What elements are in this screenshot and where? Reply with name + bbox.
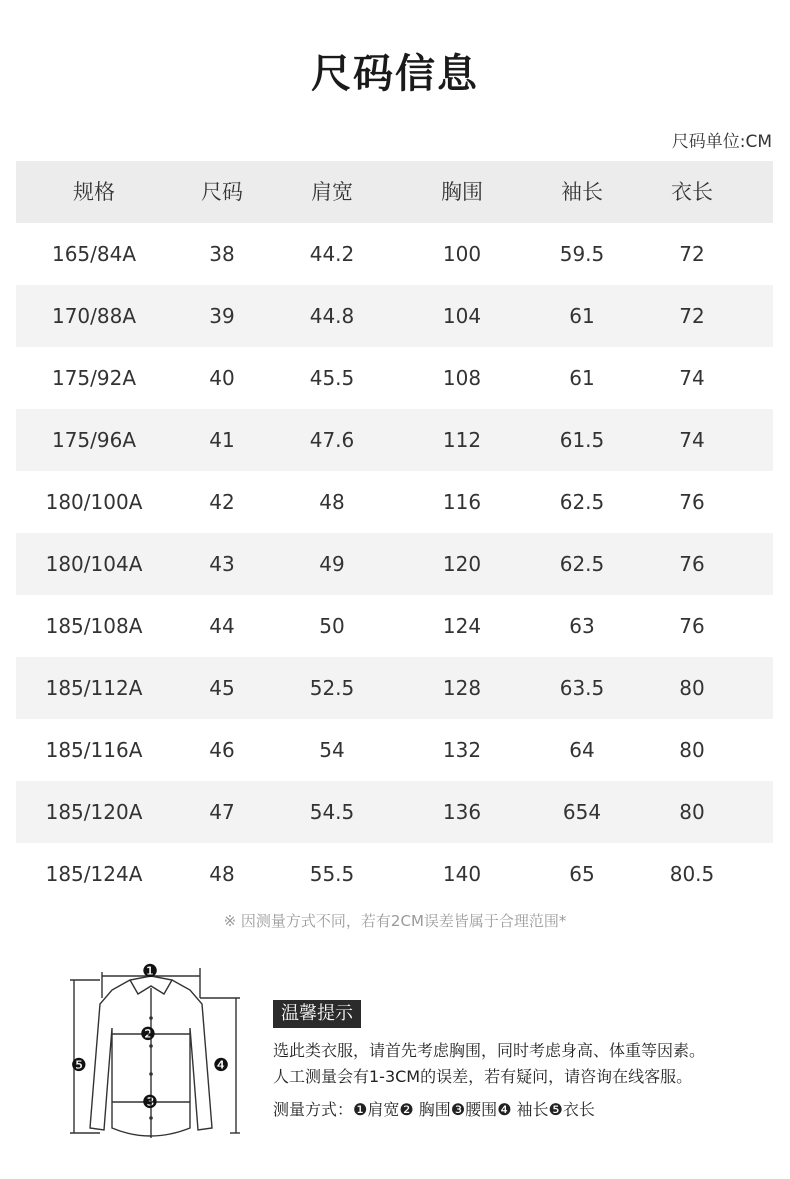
cell-shoulder: 49 xyxy=(319,552,345,576)
cell-spec: 175/92A xyxy=(51,366,137,390)
tips-line-3: 测量方式：❶肩宽❷ 胸围❸腰围❹ 袖长❺衣长 xyxy=(273,1100,595,1119)
cell-sleeve: 61 xyxy=(569,366,595,390)
cell-length: 80 xyxy=(679,676,705,700)
table-row xyxy=(16,533,773,595)
header-chest: 胸围 xyxy=(441,180,483,204)
marker-length: ❺ xyxy=(70,1055,88,1076)
cell-size: 45 xyxy=(209,676,235,700)
table-row xyxy=(16,347,773,409)
table-row xyxy=(16,843,773,905)
table-row xyxy=(16,471,773,533)
cell-size: 43 xyxy=(209,552,235,576)
marker-waist: ❸ xyxy=(141,1092,159,1113)
cell-length: 80 xyxy=(679,738,705,762)
header-size: 尺码 xyxy=(201,180,243,204)
table-row xyxy=(16,719,773,781)
cell-spec: 180/104A xyxy=(45,552,143,576)
header-spec: 规格 xyxy=(73,180,115,204)
cell-chest: 120 xyxy=(442,552,482,576)
cell-length: 80 xyxy=(679,800,705,824)
cell-shoulder: 54 xyxy=(319,738,345,762)
cell-sleeve: 65 xyxy=(569,862,595,886)
cell-sleeve: 63.5 xyxy=(559,676,605,700)
cell-chest: 128 xyxy=(442,676,482,700)
tips-line-1: 选此类衣服，请首先考虑胸围，同时考虑身高、体重等因素。 xyxy=(273,1041,706,1060)
cell-size: 48 xyxy=(209,862,235,886)
cell-shoulder: 54.5 xyxy=(309,800,355,824)
unit-label: 尺码单位:CM xyxy=(671,132,772,152)
cell-size: 46 xyxy=(209,738,235,762)
cell-chest: 140 xyxy=(442,862,482,886)
table-row xyxy=(16,781,773,843)
cell-sleeve: 63 xyxy=(569,614,595,638)
cell-length: 74 xyxy=(679,428,705,452)
cell-length: 80.5 xyxy=(669,862,715,886)
cell-spec: 185/116A xyxy=(45,738,143,762)
cell-length: 74 xyxy=(679,366,705,390)
cell-shoulder: 44.2 xyxy=(309,242,355,266)
cell-spec: 165/84A xyxy=(51,242,137,266)
marker-sleeve: ❹ xyxy=(212,1055,230,1076)
cell-shoulder: 44.8 xyxy=(309,304,355,328)
cell-sleeve: 61 xyxy=(569,304,595,328)
cell-length: 76 xyxy=(679,614,705,638)
cell-size: 38 xyxy=(209,242,235,266)
cell-spec: 185/120A xyxy=(45,800,143,824)
shirt-measurement-diagram xyxy=(60,958,250,1148)
header-shoulder: 肩宽 xyxy=(311,180,353,204)
cell-length: 72 xyxy=(679,242,705,266)
cell-size: 39 xyxy=(209,304,235,328)
table-row xyxy=(16,409,773,471)
page-title: 尺码信息 xyxy=(311,51,479,97)
cell-spec: 170/88A xyxy=(51,304,137,328)
cell-spec: 185/124A xyxy=(45,862,143,886)
cell-length: 76 xyxy=(679,490,705,514)
cell-size: 42 xyxy=(209,490,235,514)
cell-shoulder: 45.5 xyxy=(309,366,355,390)
cell-spec: 175/96A xyxy=(51,428,137,452)
cell-sleeve: 62.5 xyxy=(559,490,605,514)
cell-chest: 104 xyxy=(442,304,482,328)
cell-sleeve: 59.5 xyxy=(559,242,605,266)
cell-size: 47 xyxy=(209,800,235,824)
header-length: 衣长 xyxy=(671,180,713,204)
cell-sleeve: 654 xyxy=(562,800,602,824)
table-row xyxy=(16,285,773,347)
cell-chest: 136 xyxy=(442,800,482,824)
tips-title: 温馨提示 xyxy=(273,1000,361,1028)
size-table xyxy=(16,161,773,905)
table-row xyxy=(16,223,773,285)
cell-length: 76 xyxy=(679,552,705,576)
cell-shoulder: 55.5 xyxy=(309,862,355,886)
table-row xyxy=(16,657,773,719)
cell-shoulder: 52.5 xyxy=(309,676,355,700)
measurement-note: ※ 因测量方式不同，若有2CM误差皆属于合理范围* xyxy=(223,912,567,930)
marker-chest: ❷ xyxy=(139,1024,157,1045)
cell-chest: 100 xyxy=(442,242,482,266)
cell-size: 40 xyxy=(209,366,235,390)
cell-sleeve: 62.5 xyxy=(559,552,605,576)
cell-size: 44 xyxy=(209,614,235,638)
cell-spec: 185/112A xyxy=(45,676,143,700)
cell-chest: 112 xyxy=(442,428,482,452)
cell-sleeve: 61.5 xyxy=(559,428,605,452)
cell-shoulder: 48 xyxy=(319,490,345,514)
cell-spec: 180/100A xyxy=(45,490,143,514)
marker-shoulder: ❶ xyxy=(141,961,159,982)
cell-chest: 132 xyxy=(442,738,482,762)
header-sleeve: 袖长 xyxy=(561,180,603,204)
cell-spec: 185/108A xyxy=(45,614,143,638)
cell-chest: 116 xyxy=(442,490,482,514)
cell-sleeve: 64 xyxy=(569,738,595,762)
table-row xyxy=(16,595,773,657)
table-header xyxy=(16,161,773,223)
cell-chest: 108 xyxy=(442,366,482,390)
cell-shoulder: 50 xyxy=(319,614,345,638)
cell-shoulder: 47.6 xyxy=(309,428,355,452)
cell-size: 41 xyxy=(209,428,235,452)
cell-chest: 124 xyxy=(442,614,482,638)
cell-length: 72 xyxy=(679,304,705,328)
tips-line-2: 人工测量会有1-3CM的误差，若有疑问，请咨询在线客服。 xyxy=(273,1067,693,1086)
